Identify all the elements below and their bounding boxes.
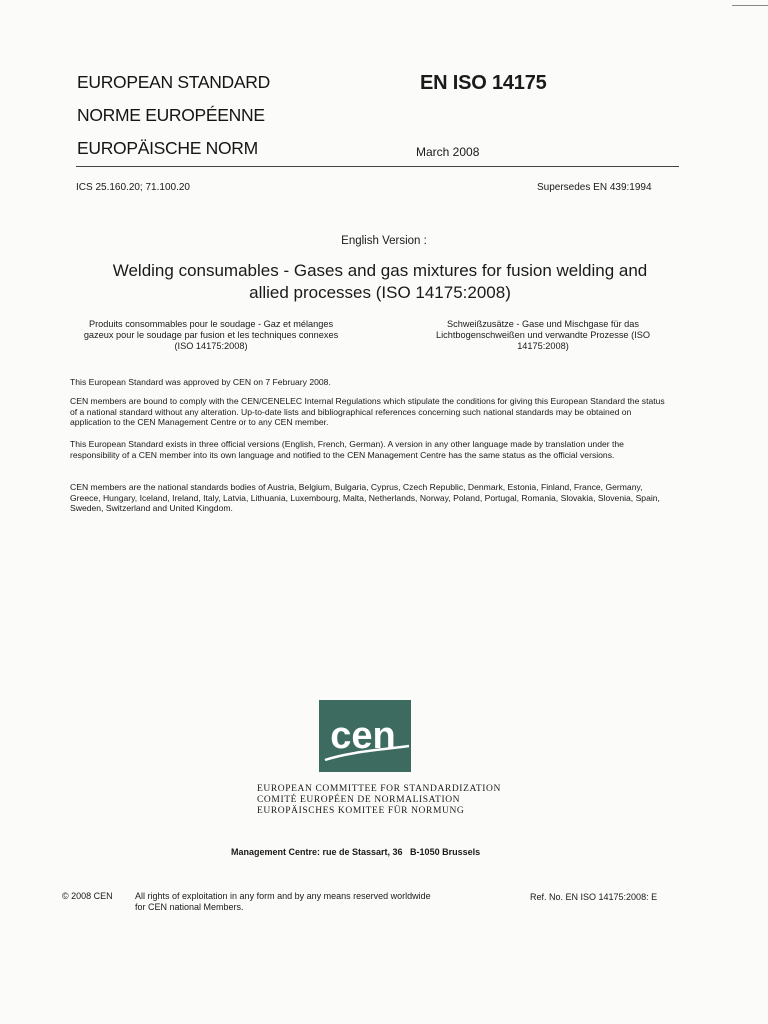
german-title: Schweißzusätze - Gase und Mischgase für das Lichtbogenschweißen und verwandte Prozesse (ISO 14175:2008) [436, 319, 650, 351]
scan-edge-line [732, 5, 768, 6]
supersedes-note: Supersedes EN 439:1994 [537, 182, 652, 193]
standard-number: EN ISO 14175 [420, 72, 547, 94]
approval-paragraph: This European Standard was approved by CEN on 7 February 2008. [70, 377, 331, 387]
designation-english: EUROPEAN STANDARD [77, 72, 270, 92]
document-title: Welding consumables - Gases and gas mixtures for fusion welding and allied processes (ISO 14175:2008) [112, 261, 648, 302]
version-label: English Version : [341, 235, 427, 247]
committee-names [257, 784, 517, 817]
rights-statement: All rights of exploitation in any form and by any means reserved worldwide for CEN national Members. [135, 891, 431, 912]
cen-logo [319, 700, 411, 772]
regulations-paragraph: CEN members are bound to comply with the CEN/CENELEC Internal Regulations which stipulate the conditions for giving this European Standard the status of a national standard without any alteration. Up-to-date lists and bibliographical references concerning such national standards may be obtained on application to the CEN Management Centre or to any CEN member. [70, 396, 665, 428]
management-centre-address: Management Centre: rue de Stassart, 36 B-1050 Brussels [231, 847, 481, 857]
designation-french: NORME EUROPÉENNE [77, 105, 265, 125]
designation-german: EUROPÄISCHE NORM [77, 138, 258, 158]
version-label-text: English Version [341, 235, 421, 247]
french-title: Produits consommables pour le soudage - Gaz et mélanges gazeux pour le soudage par fusion et les techniques connexes (ISO 14175:2008) [83, 319, 339, 351]
official-versions-paragraph: This European Standard exists in three official versions (English, French, German). A version in any other language made by translation under the responsibility of a CEN member into its own language and notified to the CEN Management Centre has the same status as the official versions. [70, 439, 624, 460]
cen-logo-text: cen [330, 715, 396, 757]
header-divider [76, 166, 679, 167]
publication-date: March 2008 [416, 145, 480, 159]
committee-french: COMITÉ EUROPÉEN DE NORMALISATION [257, 795, 461, 805]
copyright-notice: © 2008 CEN [62, 891, 113, 901]
members-paragraph: CEN members are the national standards bodies of Austria, Belgium, Bulgaria, Cyprus, Czech Republic, Denmark, Estonia, Finland, France, Germany, Greece, Hungary, Iceland, Ireland, Italy, Latvia, Lithuania, Luxembourg, Malta, Netherlands, Norway, Poland, Portugal, Romania, Slovakia, Slovenia, Spain, Sweden, Switzerland and United Kingdom. [70, 482, 660, 514]
committee-german: EUROPÄISCHES KOMITEE FÜR NORMUNG [257, 806, 465, 816]
reference-number: Ref. No. EN ISO 14175:2008: E [530, 892, 658, 902]
committee-english: EUROPEAN COMMITTEE FOR STANDARDIZATION [257, 784, 501, 794]
standard-designation-block [77, 66, 270, 165]
ics-codes: ICS 25.160.20; 71.100.20 [76, 182, 190, 193]
